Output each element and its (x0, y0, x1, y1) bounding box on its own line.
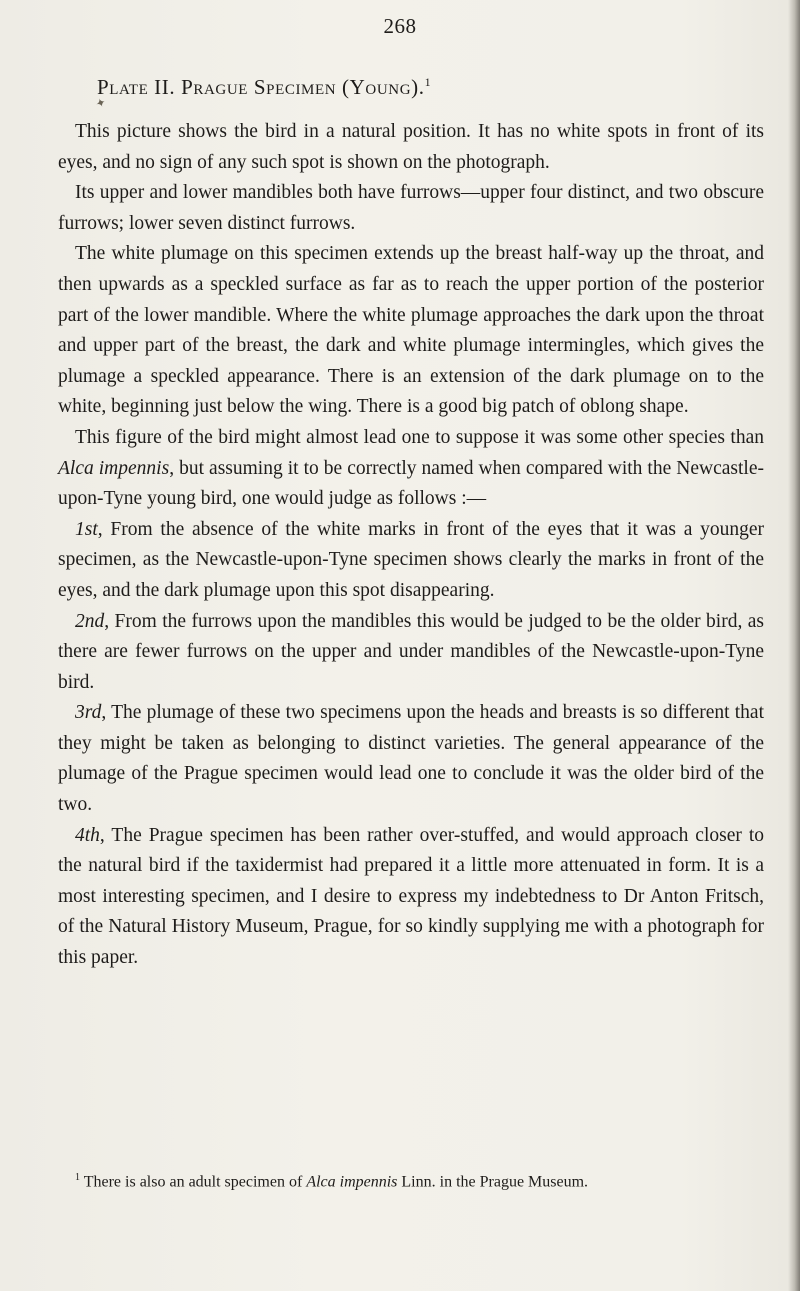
plate-heading-text: Plate II. Prague Specimen (Young). (97, 75, 425, 99)
text-run: There is also an adult specimen of (80, 1173, 307, 1191)
paragraph (58, 178, 764, 239)
text-run: The white plumage on this specimen extends up the breast half-way up the throat, and then upwards as a speckled surface as far as to reach the upper portion of the posterior part of the lower mandible. Where the white plumage approaches the dark upon the throat and upper part of the breast, the dark and white plumage intermingles, which gives the plumage a speckled appearance. There is an extension of the dark plumage on to the white, beginning just below the wing. There is a good big patch of oblong shape. (58, 243, 764, 418)
italic-text-run: Alca impennis (306, 1173, 398, 1191)
printing-mark-icon: ✦ (93, 94, 108, 112)
text-run: This figure of the bird might almost lead one to suppose it was some other species than (75, 426, 764, 448)
italic-text-run: Alca impennis (58, 457, 170, 479)
paragraph (58, 607, 764, 699)
footnote-text (80, 1173, 588, 1190)
italic-text-run: 3rd (75, 702, 102, 724)
italic-text-run: 2nd (75, 610, 105, 632)
text-run: Linn. in the Prague Museum. (397, 1173, 589, 1191)
paragraph (58, 698, 764, 820)
text-run: Its upper and lower mandibles both have furrows—upper four distinct, and two obscure furrows; lower seven distinct furrows. (58, 182, 764, 234)
paragraph (58, 117, 764, 178)
text-run: , The plumage of these two specimens upon the heads and breasts is so different that they might be taken as belonging to distinct varieties. The general appearance of the plumage of the Prague specimen would lead one to conclude it was the older bird of the two. (58, 702, 764, 816)
paragraph (58, 239, 764, 423)
page-number: 268 (383, 14, 417, 38)
page-edge-shadow (788, 0, 800, 1291)
italic-text-run: 4th (75, 824, 100, 846)
text-run: , but assuming it to be correctly named when compared with the Newcastle-upon-Tyne young bird, one would judge as follows :— (58, 457, 764, 510)
footnote-marker: 1 (75, 1172, 80, 1183)
paragraph (58, 515, 764, 607)
footnote (58, 1165, 764, 1195)
text-run: , From the furrows upon the mandibles this would be judged to be the older bird, as there are fewer furrows on the upper and under mandibles of the Newcastle-upon-Tyne bird. (58, 610, 764, 693)
paragraph (58, 423, 764, 515)
text-run: This picture shows the bird in a natural position. It has no white spots in front of its eyes, and no sign of any such spot is shown on the photograph. (58, 121, 764, 173)
paragraph (58, 821, 764, 974)
footnote-reference: 1 (424, 75, 432, 89)
body-text (58, 117, 764, 974)
text-run: , From the absence of the white marks in front of the eyes that it was a younger specimen, as the Newcastle-upon-Tyne specimen shows clearly the marks in front of the eyes, and the dark plumage upon this spot disappearing. (58, 518, 764, 601)
plate-heading (97, 75, 737, 100)
text-run: , The Prague specimen has been rather over-stuffed, and would approach closer to the natural bird if the taxidermist had prepared it a little more attenuated in form. It is a most interesting specimen, and I desire to express my indebtedness to Dr Anton Fritsch, of the Natural History Museum, Prague, for so kindly supplying me with a photograph for this paper. (58, 824, 764, 969)
italic-text-run: 1st (75, 518, 98, 540)
